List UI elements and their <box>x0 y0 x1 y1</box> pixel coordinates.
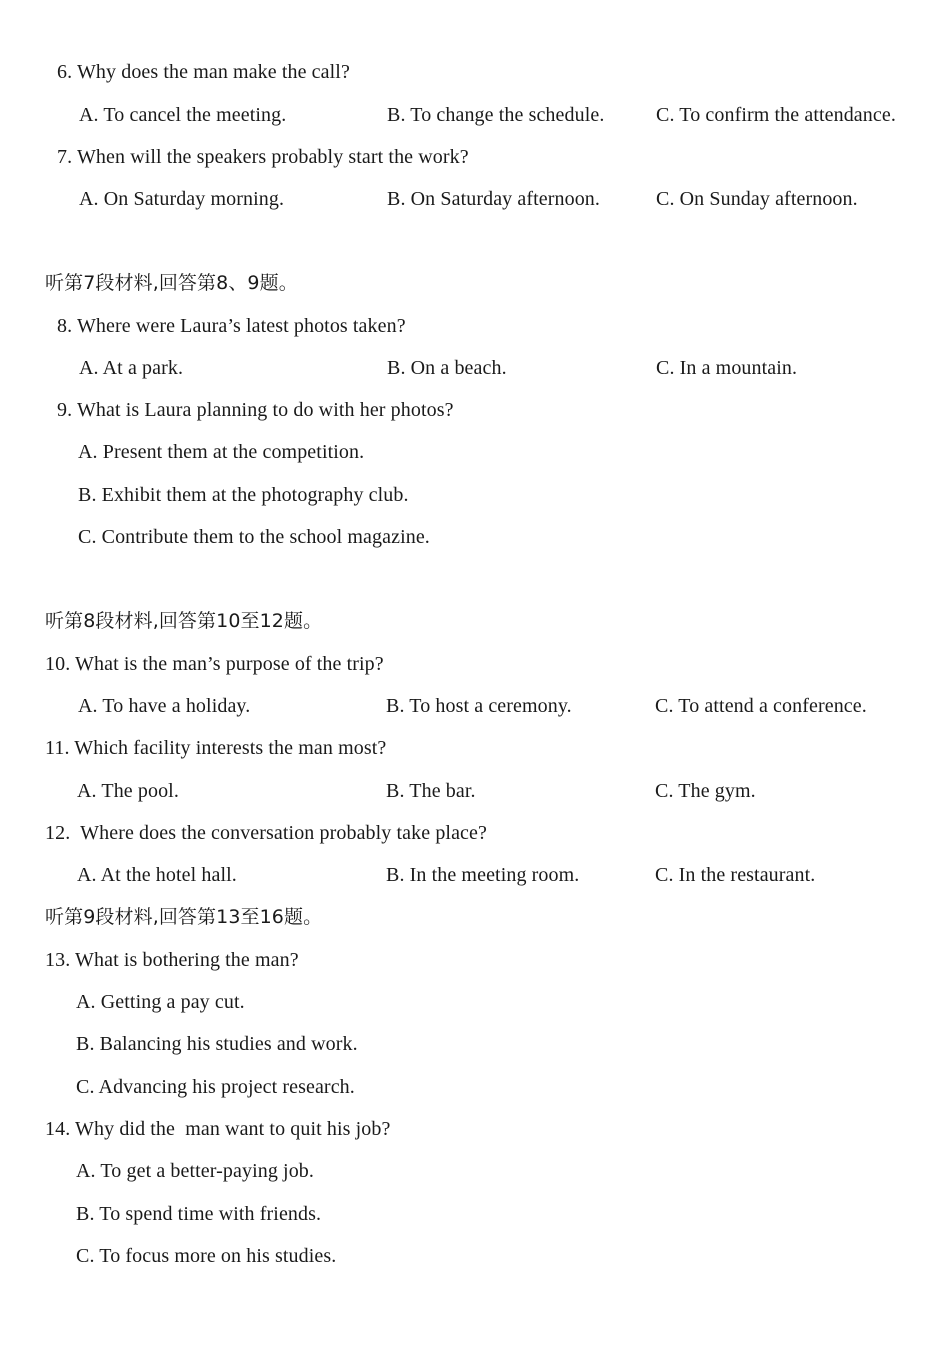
question-11-option-a: A. The pool. <box>77 780 179 802</box>
question-10-stem: 10. What is the man’s purpose of the trip? <box>45 653 384 675</box>
question-13-option-a: A. Getting a pay cut. <box>76 991 245 1013</box>
question-7-option-c: C. On Sunday afternoon. <box>656 188 858 210</box>
question-6-option-c: C. To confirm the attendance. <box>656 104 896 126</box>
question-14-option-b: B. To spend time with friends. <box>76 1203 322 1225</box>
question-12-option-a: A. At the hotel hall. <box>77 864 237 886</box>
question-8-stem: 8. Where were Laura’s latest photos taken? <box>57 315 406 337</box>
question-10-option-c: C. To attend a conference. <box>655 695 867 717</box>
question-12-stem: 12. Where does the conversation probably take place? <box>45 822 487 844</box>
section-9-heading: 听第9段材料,回答第13至16题。 <box>45 906 323 928</box>
question-13-stem: 13. What is bothering the man? <box>45 949 299 971</box>
question-8-option-b: B. On a beach. <box>387 357 507 379</box>
question-12-option-b: B. In the meeting room. <box>386 864 580 886</box>
question-7-option-a: A. On Saturday morning. <box>79 188 285 210</box>
question-9-option-b: B. Exhibit them at the photography club. <box>78 484 409 506</box>
question-11-option-c: C. The gym. <box>655 780 756 802</box>
question-10-option-a: A. To have a holiday. <box>78 695 251 717</box>
question-6-stem: 6. Why does the man make the call? <box>57 61 350 83</box>
question-7-option-b: B. On Saturday afternoon. <box>387 188 601 210</box>
question-9-stem: 9. What is Laura planning to do with her photos? <box>57 399 454 421</box>
question-9-option-a: A. Present them at the competition. <box>78 441 365 463</box>
question-14-option-a: A. To get a better-paying job. <box>76 1160 314 1182</box>
question-6-option-a: A. To cancel the meeting. <box>79 104 287 126</box>
section-7-heading: 听第7段材料,回答第8、9题。 <box>45 272 298 294</box>
question-14-option-c: C. To focus more on his studies. <box>76 1245 337 1267</box>
question-13-option-c: C. Advancing his project research. <box>76 1076 355 1098</box>
question-9-option-c: C. Contribute them to the school magazine. <box>78 526 430 548</box>
question-7-stem: 7. When will the speakers probably start the work? <box>57 146 469 168</box>
question-8-option-c: C. In a mountain. <box>656 357 798 379</box>
question-11-stem: 11. Which facility interests the man most? <box>45 737 387 759</box>
question-11-option-b: B. The bar. <box>386 780 476 802</box>
question-8-option-a: A. At a park. <box>79 357 184 379</box>
section-8-heading: 听第8段材料,回答第10至12题。 <box>45 610 323 632</box>
question-13-option-b: B. Balancing his studies and work. <box>76 1033 358 1055</box>
question-12-option-c: C. In the restaurant. <box>655 864 816 886</box>
question-6-option-b: B. To change the schedule. <box>387 104 605 126</box>
question-10-option-b: B. To host a ceremony. <box>386 695 572 717</box>
question-14-stem: 14. Why did the man want to quit his job? <box>45 1118 391 1140</box>
